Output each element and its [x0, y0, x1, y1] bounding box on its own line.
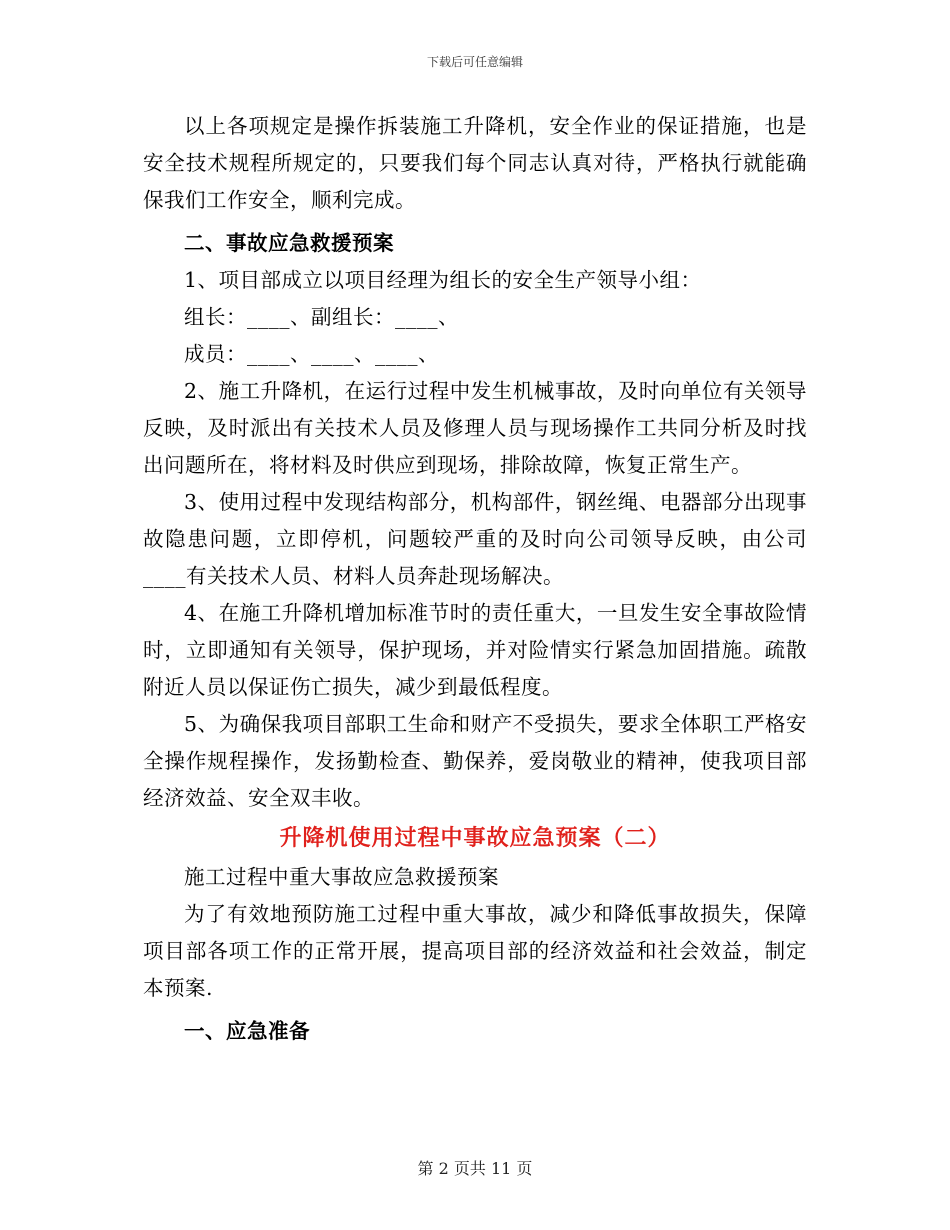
members-line: 成员：____、____、____、 [184, 342, 439, 366]
heading-preparation: 一、应急准备 [184, 1019, 310, 1043]
list-item-1: 1、项目部成立以项目经理为组长的安全生产领导小组： [184, 268, 702, 292]
list-item-5: 5、为确保我项目部职工生命和财产不受损失，要求全体职工严格安全操作规程操作，发扬勤检查、勤保养，爱岗敬业的精神，使我项目部经济效益、安全双丰收。 [143, 712, 807, 810]
document-body [143, 108, 807, 1050]
list-item-4: 4、在施工升降机增加标准节时的责任重大，一旦发生安全事故险情时，立即通知有关领导，保护现场，并对险情实行紧急加固措施。疏散附近人员以保证伤亡损失，减少到最低程度。 [143, 601, 807, 699]
heading-emergency-plan: 二、事故应急救援预案 [184, 231, 394, 255]
leaders-line: 组长：____、副组长：____、 [184, 305, 459, 329]
list-item-2: 2、施工升降机，在运行过程中发生机械事故，及时向单位有关领导反映，及时派出有关技术人员及修理人员与现场操作工共同分析及时找出问题所在，将材料及时供应到现场，排除故障，恢复正常生产。 [143, 379, 807, 477]
section-title: 升降机使用过程中事故应急预案（二） [279, 825, 671, 851]
page-number: 第 2 页共 11 页 [417, 1159, 533, 1178]
intro-paragraph: 为了有效地预防施工过程中重大事故，减少和降低事故损失，保障项目部各项工作的正常开展，提高项目部的经济效益和社会效益，制定本预案. [143, 902, 807, 1000]
list-item-3: 3、使用过程中发现结构部分，机构部件，钢丝绳、电器部分出现事故隐患问题，立即停机，问题较严重的及时向公司领导反映，由公司____有关技术人员、材料人员奔赴现场解决。 [143, 490, 807, 588]
paragraph-safety-summary: 以上各项规定是操作拆装施工升降机，安全作业的保证措施，也是安全技术规程所规定的，只要我们每个同志认真对待，严格执行就能确保我们工作安全，顺利完成。 [143, 114, 807, 212]
subtitle: 施工过程中重大事故应急救援预案 [184, 865, 499, 889]
header-note: 下载后可任意编辑 [426, 55, 523, 69]
